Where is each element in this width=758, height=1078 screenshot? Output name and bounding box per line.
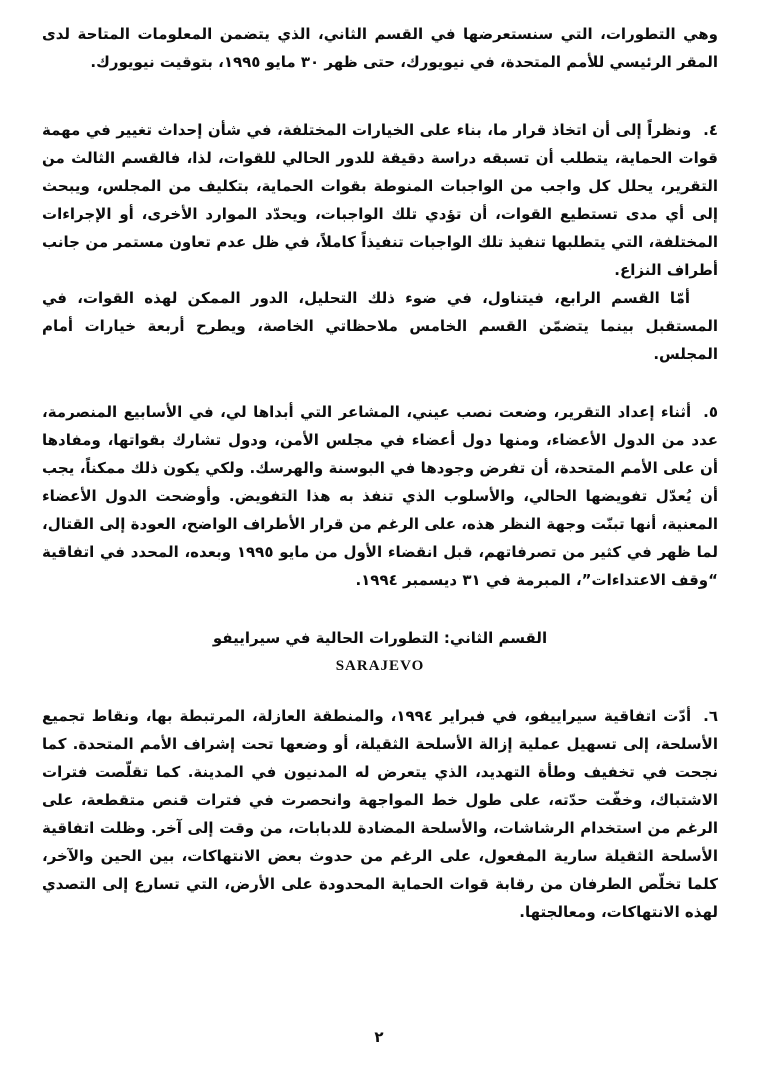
paragraph-5-text: أثناء إعداد التقرير، وضعت نصب عيني، المشاعر التي أبداها لي، في الأسابيع المنصرمة، عدد من الدول الأعضاء، ومنها دول أعضاء في مجلس الأمن، ودول تشارك بقواتها، ومفادها أن على الأمم المتحدة، أن تفرض وجودها في البوسنة والهرسك. ولكي يكون ذلك ممكناً، يجب أن يُعدّل تفويضها الحالي، والأسلوب الذي تنفذ به هذا التفويض. وأوضحت الدول الأعضاء المعنية، أنها تبنّت وجهة النظر هذه، على الرغم من قرار الأطراف الواضح، العودة إلى القتال، لما ظهر في كثير من تصرفاتهم، قبل انقضاء الأول من مايو ١٩٩٥ وبعده، المحدد في اتفاقية “وقف الاعتداءات”، المبرمة في ٣١ ديسمبر ١٩٩٤. [42,403,718,589]
paragraph-4-number: ٤. [703,121,718,139]
section-heading [42,624,718,680]
paragraph-4 [42,116,718,368]
paragraph-6-text: أدّت اتفاقية سيراييفو، في فبراير ١٩٩٤، والمنطقة العازلة، المرتبطة بها، ونقاط تجميع الأسلحة، إلى تسهيل عملية إزالة الأسلحة الثقيلة، أو وضعها تحت إشراف الأمم المتحدة. كما نجحت في تخفيف وطأة التهديد، الذي يتعرض له المدنيون في المدينة. كما تقلّصت فترات الاشتباك، وخفّت حدّته، على طول خط المواجهة وانحصرت في فترات قنص متقطعة، على الرغم من استخدام الرشاشات، والأسلحة المضادة للدبابات، من وقت إلى آخر. وظلت اتفاقية الأسلحة الثقيلة سارية المفعول، على الرغم من حدوث بعض الانتهاكات، بين الحين والآخر، كلما تخلّص الطرفان من رقابة قوات الحماية المحدودة على الأرض، التي تسارع إلى التصدي لهذه الانتهاكات، ومعالجتها. [42,707,718,921]
paragraph-5 [42,398,718,594]
intro-paragraph: وهي التطورات، التي سنستعرضها في القسم الثاني، الذي يتضمن المعلومات المتاحة لدى المقر الرئيسي للأمم المتحدة، في نيويورك، حتى ظهر ٣٠ مايو ١٩٩٥، بتوقيت نيويورك. [42,25,718,71]
paragraph-4-body [42,116,718,284]
paragraph-6 [42,702,718,926]
paragraph-6-body [42,702,718,926]
paragraph-6-number: ٦. [703,707,718,725]
section-heading-latin: SARAJEVO [335,658,425,674]
paragraph-4-continuation: أمّا القسم الرابع، فيتناول، في ضوء ذلك التحليل، الدور الممكن لهذه القوات، في المستقبل بينما يتضمّن القسم الخامس ملاحظاتي الخاصة، ويطرح أربعة خيارات أمام المجلس. [42,289,718,363]
page-number: ٢ [374,1028,384,1046]
section-heading-arabic: القسم الثاني: التطورات الحالية في سيراييفو [212,629,548,647]
paragraph-5-body [42,398,718,594]
paragraph-4-text: ونظراً إلى أن اتخاذ قرار ما، بناء على الخيارات المختلفة، في شأن إحداث تغيير في مهمة قوات الحماية، يتطلب أن تسبقه دراسة دقيقة للدور الحالي للقوات، لذا، فالقسم الثالث من التقرير، يحلل كل واجب من الواجبات المنوطة بقوات الحماية، بتكليف من المجلس، ويبحث إلى أي مدى تستطيع القوات، أن تؤدي تلك الواجبات، ويحدّد الموارد الأخرى، أو الإجراءات المختلفة، التي يتطلبها تنفيذ تلك الواجبات تنفيذاً كاملاً، في ظل عدم تعاون مستمر من جانب أطراف النزاع. [42,121,718,279]
paragraph-5-number: ٥. [703,403,718,421]
